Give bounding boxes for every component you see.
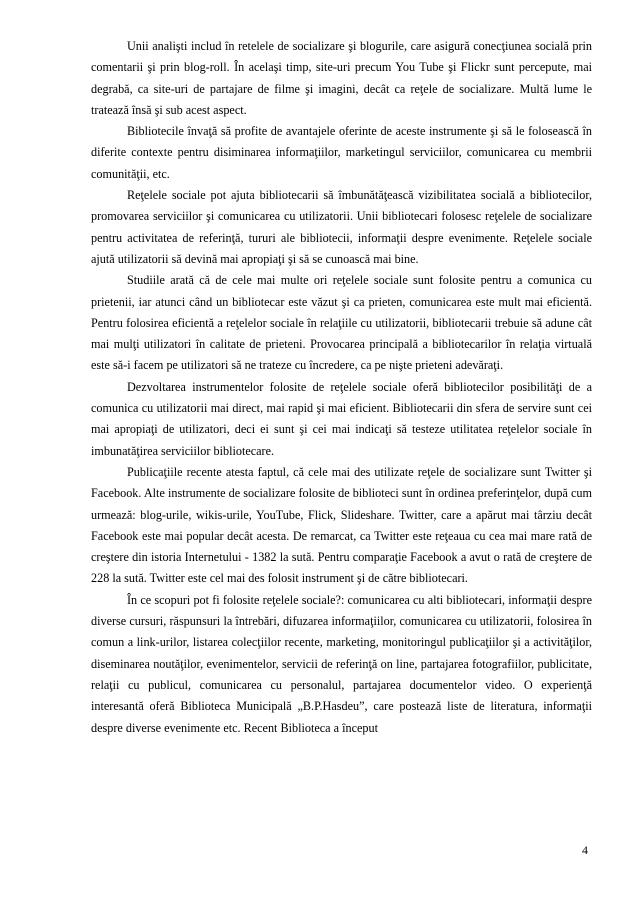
body-text bbox=[91, 36, 592, 739]
paragraph-publications: Publicaţiile recente atesta faptul, că cele mai des utilizate reţele de socializare sunt Twitter şi Facebook. Alte instrumente de socializare folosite de biblioteci sunt în ordinea preferinţelor, după cum urmează: blog-urile, wikis-urile, YouTube, Flick, Slideshare. Twitter, care a apărut mai târziu decât Facebook este mai popular decât acesta. De remarcat, ca Twitter este reţeaua cu cea mai mare rată de creştere din istoria Internetului - 1382 la sută. Pentru comparaţie Facebook a avut o rată de creştere de 228 la sută. Twitter este cel mai des folosit instrument şi de către bibliotecari. bbox=[91, 464, 592, 586]
paragraph-studies: Studiile arată că de cele mai multe ori reţelele sociale sunt folosite pentru a comunica cu prietenii, iar atunci când un bibliotecar este văzut şi ca prieten, comunicarea este mult mai eficientă. Pentru folosirea eficientă a reţelelor sociale în relaţiile cu utilizatorii, bibliotecarii trebuie să adune cât mai mulţi utilizatori în calitate de prieteni. Provocarea principală a bibliotecarilor în relaţia virtuală este să-i facem pe utilizatori să ne trateze cu încredere, ca pe nişte prieteni adevăraţi. bbox=[91, 273, 592, 373]
paragraph-tools-development: Dezvoltarea instrumentelor folosite de reţelele sociale oferă bibliotecilor posibilităţi de a comunica cu utilizatorii mai direct, mai rapid şi mai eficient. Bibliotecarii din sfera de servire sunt cei mai apropiaţi de utilizatori, deci ei sunt şi cei mai indicaţi să testeze utilitatea reţelelor sociale în imbunatăţirea serviciilor bibliotecare. bbox=[91, 379, 592, 458]
paragraph-libraries-learn: Bibliotecile învaţă să profite de avantajele oferinte de aceste instrumente şi să le folosească în diferite contexte pentru disiminarea informaţiilor, marketingul serviciilor, comunicarea cu membrii comunităţii, etc. bbox=[91, 124, 592, 181]
paragraph-purposes: În ce scopuri pot fi folosite reţelele sociale?: comunicarea cu alti bibliotecari, informaţii despre diverse cursuri, răspunsuri la întrebări, difuzarea informaţiilor, comunicarea cu utilizatorii, folosirea în comun a link-urilor, listarea colecţiilor recente, marketing, monitoringul publicaţiilor şi a activităţilor, diseminarea noutăţilor, evenimentelor, servicii de referinţă on line, partajarea fotografiilor, publicitate, relaţii cu publicul, comunicarea cu personalul, partajarea documentelor video. O experienţă interesantă oferă Biblioteca Municipală „B.P.Hasdeu”, care postează liste de literatura, informaţii despre diverse evenimente etc. Recent Biblioteca a început bbox=[91, 592, 592, 735]
page-number: 4 bbox=[582, 843, 588, 857]
paragraph-social-networks-help: Reţelele sociale pot ajuta bibliotecarii să îmbunătăţească vizibilitatea socială a bibliotecilor, promovarea serviciilor şi comunicarea cu utilizatorii. Unii bibliotecari folosesc reţelele de socializare pentru activitatea de referinţă, tururi ale bibliotecii, informaţii despre evenimente. Reţelele sociale ajută utilizatorii să devină mai apropiaţi şi să se cunoască mai bine. bbox=[91, 188, 592, 266]
paragraph-analysts: Unii analişti includ în retelele de socializare şi blogurile, care asigură conecţiunea socială prin comentarii şi prin blog-roll. În acelaşi timp, site-uri precum You Tube şi Flickr sunt percepute, mai degrabă, ca site-uri de partajare de filme şi imagini, decât ca reţele de socializare. Multă lume le tratează însă şi sub acest aspect. bbox=[91, 39, 592, 117]
